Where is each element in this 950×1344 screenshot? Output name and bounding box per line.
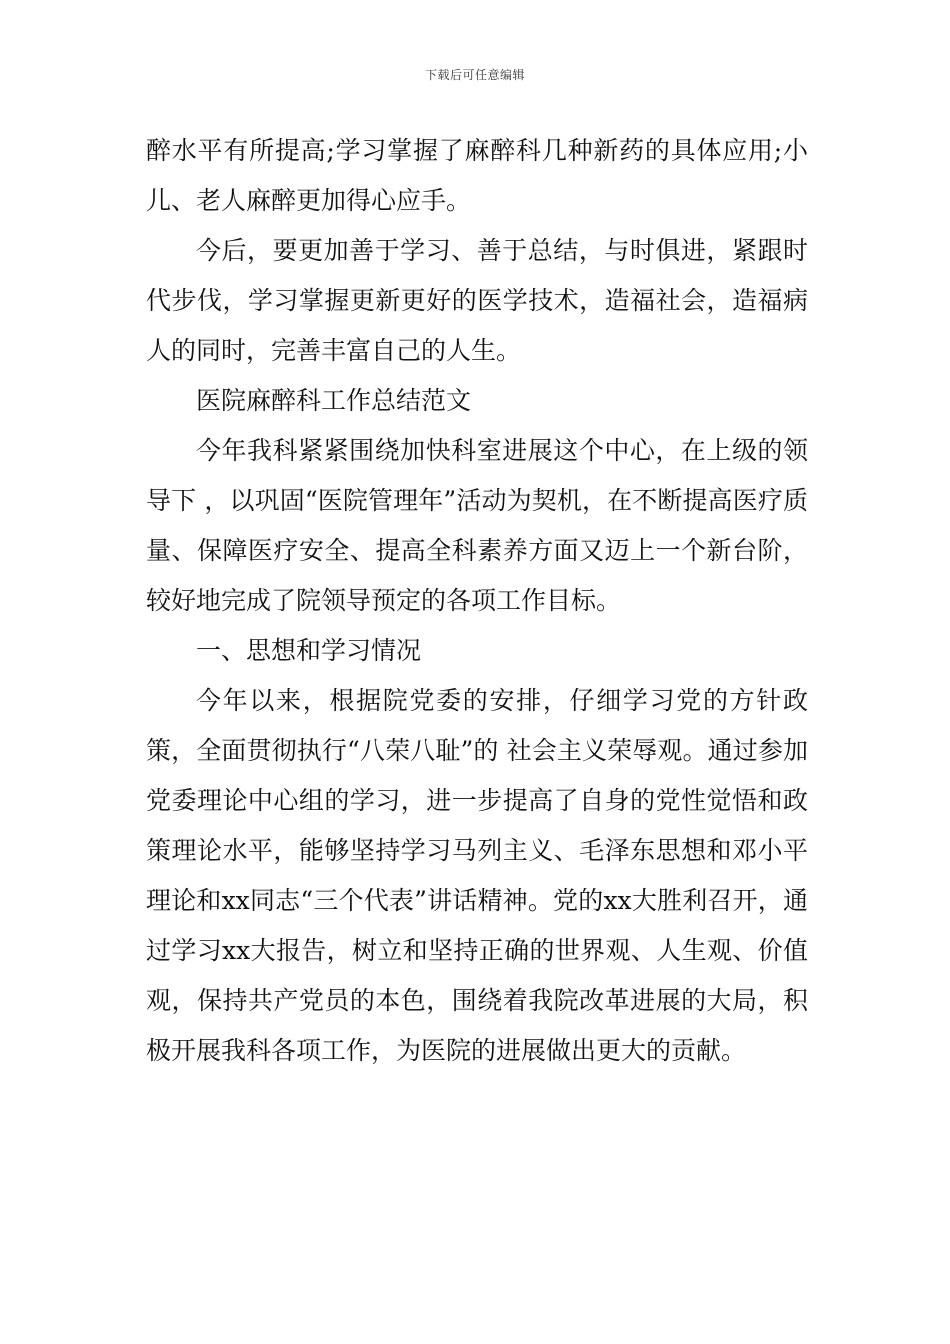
section-title: 医院麻醉科工作总结范文 [196, 386, 472, 415]
paragraph-4: 今年以来，根据院党委的安排，仔细学习党的方针政策，全面贯彻执行“八荣八耻”的 社会主义荣辱观。通过参加党委理论中心组的学习，进一步提高了自身的党性觉悟和政策理论水平，能够坚持学习马列主义、毛泽东思想和邓小平理论和xx同志“三个代表”讲话精神。党的xx大胜利召开，通过学习xx大报告，树立和坚持正确的世界观、人生观、价值观，保持共产党员的本色，围绕着我院改革进展的大局，积极开展我科各项工作，为医院的进展做出更大的贡献。 [146, 686, 808, 1065]
page-header: 下载后可任意编辑 [424, 68, 525, 82]
paragraph-3: 今年我科紧紧围绕加快科室进展这个中心，在上级的领导下 ，以巩固“医院管理年”活动为契机，在不断提高医疗质量、保障医疗安全、提高全科素养方面又迈上一个新台阶，较好地完成了院领导预定的各项工作目标。 [146, 436, 808, 615]
paragraph-1: 醉水平有所提高;学习掌握了麻醉科几种新药的具体应用;小儿、老人麻醉更加得心应手。 [146, 136, 808, 215]
document-body [146, 126, 808, 1076]
section-heading-1: 一、思想和学习情况 [196, 636, 422, 665]
paragraph-2: 今后，要更加善于学习、善于总结，与时俱进，紧跟时代步伐，学习掌握更新更好的医学技术，造福社会，造福病人的同时，完善丰富自己的人生。 [146, 236, 808, 365]
